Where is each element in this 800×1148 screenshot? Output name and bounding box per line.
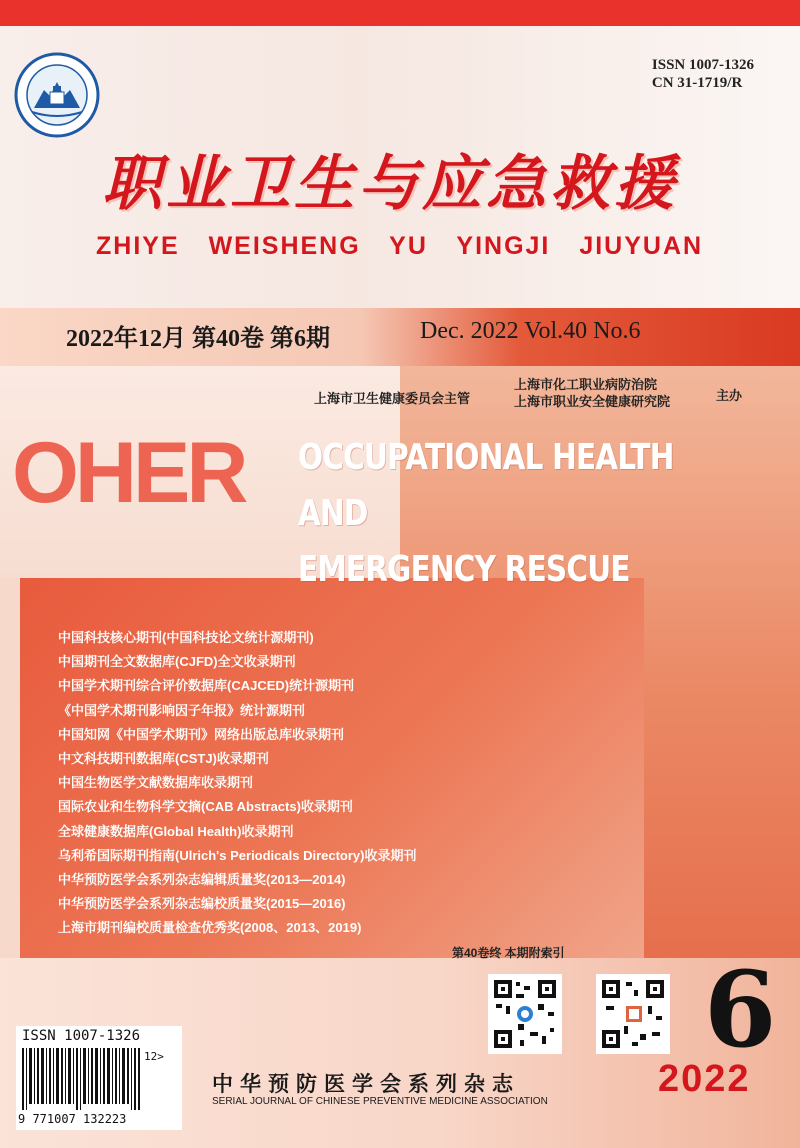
list-item: 中国生物医学文献数据库收录期刊 <box>58 775 254 791</box>
indexing-list <box>58 626 417 941</box>
list-item: 中华预防医学会系列杂志编辑质量奖(2013—2014) <box>58 872 346 888</box>
barcode-icon <box>22 1048 140 1110</box>
barcode-number: 9 771007 132223 <box>18 1112 127 1126</box>
en-title-line-2: EMERGENCY RESCUE <box>298 549 630 590</box>
barcode-issue-code: 12> <box>144 1050 164 1063</box>
qr-code-icon[interactable] <box>596 974 670 1054</box>
journal-title-chinese: 职业卫生与应急救援 <box>102 149 678 219</box>
supplement-note: 第40卷终 本期附索引 <box>452 946 565 960</box>
list-item: 乌利希国际期刊指南(Ulrich's Periodicals Directory)收录期刊 <box>58 847 417 863</box>
supervisor-text: 上海市卫生健康委员会主管 <box>314 391 471 406</box>
list-item: 全球健康数据库(Global Health)收录期刊 <box>58 823 294 839</box>
host-institutions <box>514 376 670 410</box>
top-red-bar <box>0 0 800 26</box>
association-logo-icon <box>14 52 100 138</box>
journal-title-pinyin: ZHIYE WEISHENG YU YINGJI JIUYUAN <box>96 232 704 260</box>
issue-date-english: Dec. 2022 Vol.40 No.6 <box>420 318 641 344</box>
list-item: 中华预防医学会系列杂志编校质量奖(2015—2016) <box>58 896 346 912</box>
list-item: 中国知网《中国学术期刊》网络出版总库收录期刊 <box>58 726 345 742</box>
list-item: 中国科技核心期刊(中国科技论文统计源期刊) <box>58 630 314 645</box>
qr-code-icon[interactable] <box>488 974 562 1054</box>
host-suffix: 主办 <box>716 388 743 403</box>
list-item: 《中国学术期刊影响因子年报》统计源期刊 <box>58 702 306 718</box>
journal-acronym: OHER <box>12 425 245 521</box>
journal-title-english <box>298 430 710 598</box>
list-item: 中文科技期刊数据库(CSTJ)收录期刊 <box>58 751 269 767</box>
host-line-2: 上海市职业安全健康研究院 <box>514 394 671 409</box>
series-name-chinese: 中华预防医学会系列杂志 <box>212 1073 520 1096</box>
issue-date-chinese: 2022年12月 第40卷 第6期 <box>66 326 330 352</box>
list-item: 上海市期刊编校质量检查优秀奖(2008、2013、2019) <box>58 920 362 936</box>
issue-year: 2022 <box>658 1058 751 1100</box>
issue-number: 6 <box>704 948 777 1071</box>
series-name-english: SERIAL JOURNAL OF CHINESE PREVENTIVE MEDICINE ASSOCIATION <box>212 1096 548 1107</box>
barcode-issn-label: ISSN 1007-1326 <box>22 1028 141 1044</box>
issn-cn-block <box>652 56 754 92</box>
cn-number: CN 31-1719/R <box>651 75 743 91</box>
list-item: 国际农业和生物科学文摘(CAB Abstracts)收录期刊 <box>58 799 353 815</box>
en-title-line-1: OCCUPATIONAL HEALTH AND <box>298 437 674 534</box>
issn-number: ISSN 1007-1326 <box>651 57 754 73</box>
list-item: 中国学术期刊综合评价数据库(CAJCED)统计源期刊 <box>58 678 355 694</box>
host-line-1: 上海市化工职业病防治院 <box>514 377 658 392</box>
list-item: 中国期刊全文数据库(CJFD)全文收录期刊 <box>58 654 296 670</box>
